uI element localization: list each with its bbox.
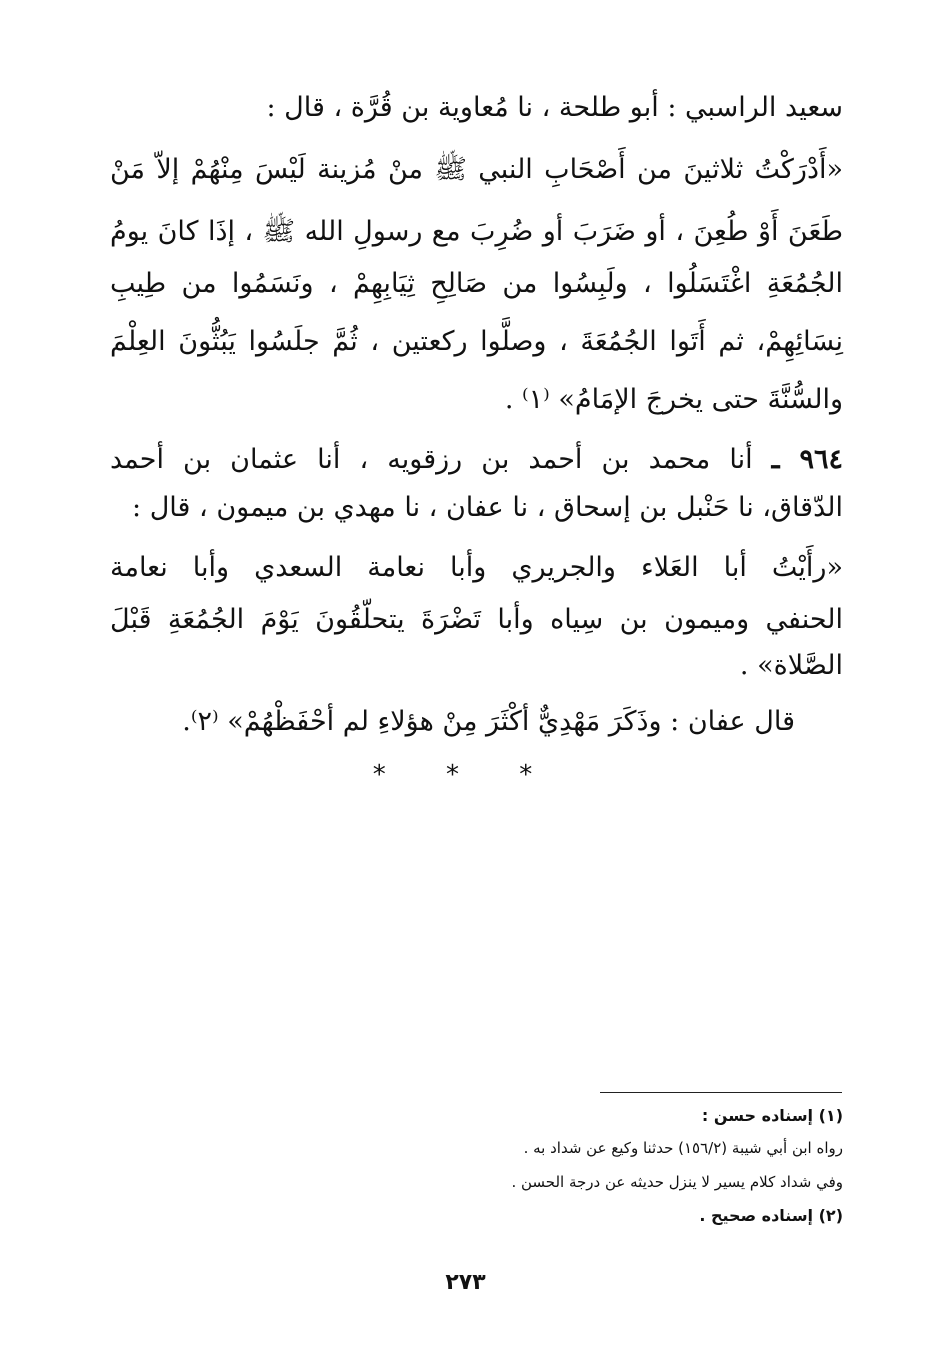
quote-line: الجُمُعَةِ اغْتَسَلُوا ، ولَبِسُوا من صَالِحِ ثِيَابِهِمْ ، ونَسَمُوا من طِيبِ [110, 268, 843, 299]
entry-line: الدّقاق، نا حَنْبل بن إسحاق ، نا عفان ، نا مهدي بن ميمون ، قال : [132, 492, 843, 523]
affan-line: قال عفان : وذَكَرَ مَهْدِيٌّ أكْثَرَ مِنْ هؤلاءِ لم أحْفَظْهُمْ» ⁽٢⁾. [182, 706, 795, 737]
quote-line: والسُّنَّةَ حتى يخرجَ الإمَامُ» ⁽١⁾ . [504, 384, 843, 415]
footnote-rule [600, 1092, 842, 1093]
quote-line: «أَدْرَكْتُ ثلاثينَ من أَصْحَابِ النبي ﷺ منْ مُزينة لَيْسَ مِنْهُمْ إلاّ مَنْ [110, 154, 843, 185]
intro-line: سعيد الراسبي : أبو طلحة ، نا مُعاوية بن قُرَّة ، قال : [266, 92, 843, 123]
entry-text: أنا محمد بن أحمد بن رزقويه ، أنا عثمان بن أحمد [110, 444, 753, 475]
entry-line [110, 440, 843, 480]
footnote-1-text: وفي شداد كلام يسير لا ينزل حديثه عن درجة الحسن . [511, 1173, 843, 1191]
quote-line: «رأَيْتُ أبا العَلاء والجريري وأبا نعامة السعدي وأبا نعامة [110, 552, 843, 583]
quote-line: الحنفي وميمون بن سِياه وأبا تَضْرَةَ يتحلّقُونَ يَوْمَ الجُمُعَةِ قَبْلَ [110, 604, 843, 635]
section-separator: * * * [372, 760, 559, 790]
footnote-1-text: رواه ابن أبي شيبة (١٥٦/٢) حدثنا وكيع عن شداد به . [523, 1139, 843, 1157]
footnote-2: (٢) إسناده صحيح . [699, 1206, 843, 1225]
quote-line: الصَّلاة» . [739, 650, 843, 681]
quote-line: طَعَنَ أَوْ طُعِنَ ، أو ضَرَبَ أو ضُرِبَ مع رسولِ الله ﷺ ، إذَا كانَ يومُ [110, 216, 843, 247]
entry-number: ٩٦٤ ـ [771, 444, 843, 475]
quote-line: نِسَائِهِمْ، ثم أَتَوا الجُمُعَةَ ، وصلَّوا ركعتين ، ثُمَّ جلَسُوا يَبُثُّونَ العِلْمَ [110, 326, 843, 357]
footnote-1-heading: (١) إسناده حسن : [701, 1106, 843, 1125]
page-number: ٢٧٣ [445, 1270, 486, 1295]
